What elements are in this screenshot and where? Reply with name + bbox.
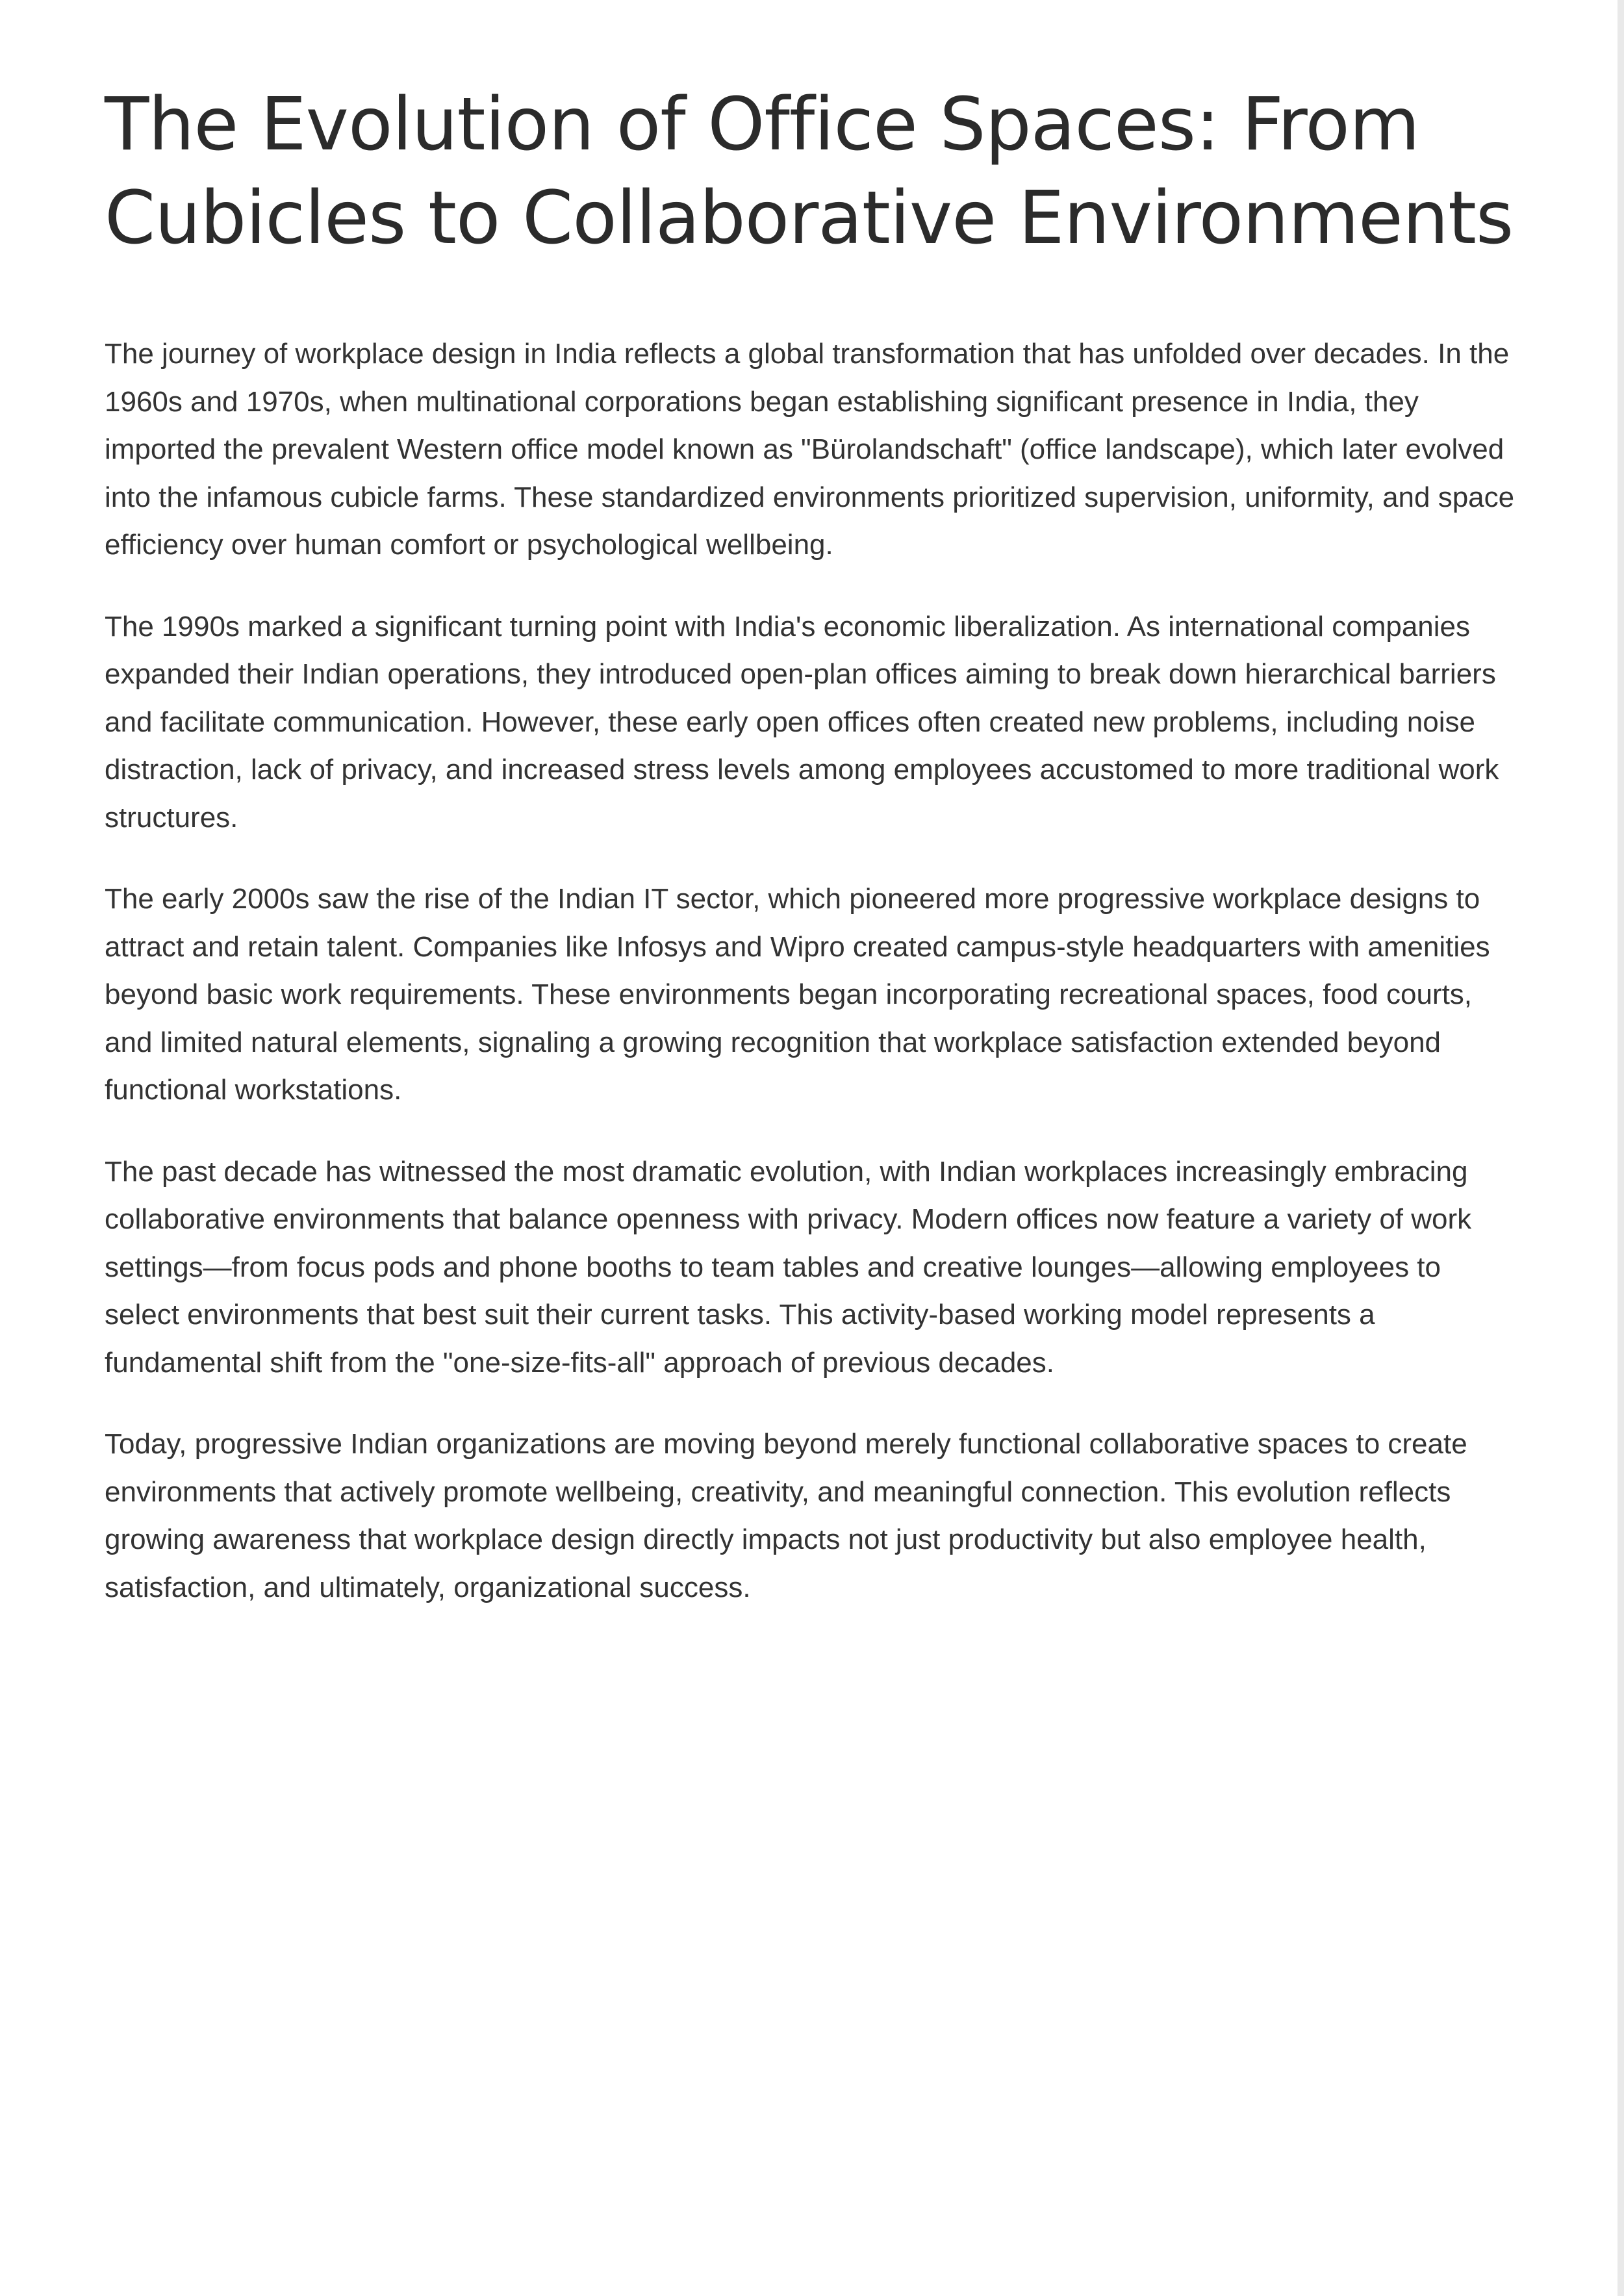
paragraph: The past decade has witnessed the most dramatic evolution, with Indian workplaces increasingly embracing collaborative environments that balance openness with privacy. Modern offices now feature a variety of work settings—from focus pods and phone booths to team tables and creative lounges—allowing employees to select environments that best suit their current tasks. This activity-based working model represents a fundamental shift from the "one-size-fits-all" approach of previous decades. bbox=[105, 1155, 1472, 1379]
article-body bbox=[105, 330, 1521, 1611]
paragraph: The journey of workplace design in India reflects a global transformation that has unfolded over decades. In the 1960s and 1970s, when multinational corporations began establishing significant presence in India, they imported the prevalent Western office model known as "Bürolandschaft" (office landscape), which later evolved into the infamous cubicle farms. These standardized environments prioritized supervision, uniformity, and space efficiency over human comfort or psychological wellbeing. bbox=[105, 338, 1515, 561]
article bbox=[105, 78, 1521, 1645]
paragraph: The 1990s marked a significant turning point with India's economic liberalization. As international companies expanded their Indian operations, they introduced open-plan offices aiming to break down hierarchical barriers and facilitate communication. However, these early open offices often created new problems, including noise distraction, lack of privacy, and increased stress levels among employees accustomed to more traditional work structures. bbox=[105, 610, 1499, 834]
page-edge-scrollbar bbox=[1618, 0, 1624, 2296]
paragraph: The early 2000s saw the rise of the Indian IT sector, which pioneered more progressive workplace designs to attract and retain talent. Companies like Infosys and Wipro created campus-style headquarters with amenities beyond basic work requirements. These environments began incorporating recreational spaces, food courts, and limited natural elements, signaling a growing recognition that workplace satisfaction extended beyond functional workstations. bbox=[105, 883, 1490, 1106]
paragraph: Today, progressive Indian organizations are moving beyond merely functional collaborative spaces to create environments that actively promote wellbeing, creativity, and meaningful connection. This evolution reflects growing awareness that workplace design directly impacts not just productivity but also employee health, satisfaction, and ultimately, organizational success. bbox=[105, 1428, 1467, 1603]
article-title: The Evolution of Office Spaces: From Cubicles to Collaborative Environments bbox=[105, 83, 1514, 261]
